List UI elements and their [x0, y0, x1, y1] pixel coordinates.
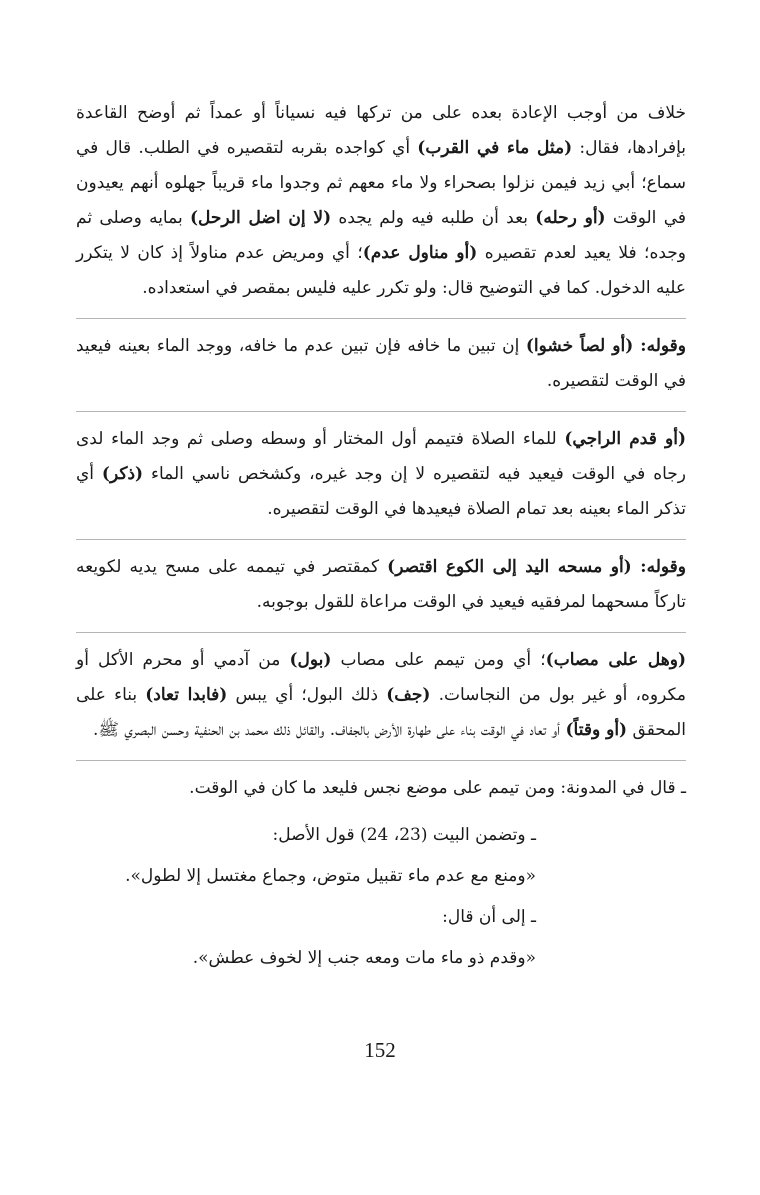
- text-segment: كمقتصر في تيممه على مسح يديه لكويعه تاركاً مسحهما لمرفقيه فيعيد في الوقت مراعاة للقول بوجوبه.: [76, 557, 686, 612]
- text-segment: ؛ أي ومن تيمم على مصاب: [331, 650, 546, 670]
- text-segment: ذلك البول؛ أي يبس: [227, 685, 387, 705]
- bold-term: (أو لصاً خشوا): [525, 336, 634, 356]
- paragraph-1: [76, 96, 686, 306]
- bold-term: وقوله:: [631, 557, 686, 577]
- divider: [76, 539, 686, 540]
- indented-line: ـ وتضمن البيت (23، 24) قول الأصل:: [272, 825, 536, 845]
- text-segment: للماء الصلاة فتيمم أول المختار أو وسطه وصلى ثم وجد الماء لدى رجاه في الوقت فيعيد فيه لتقصيره لا إن وجد غيره، وكشخص ناسي الماء: [76, 429, 686, 484]
- divider: [76, 411, 686, 412]
- divider: [76, 760, 686, 761]
- text-segment: من آدمي أو محرم الأكل أو مكروه، أو غير بول من النجاسات.: [76, 650, 686, 705]
- text-segment: أي كواجده بقربه لتقصيره في الطلب. قال في سماع؛ أبي زيد فيمن نزلوا بصحراء ولا ماء معهم ثم وجدوا ماء قريباً جهلوه أنهم يعيدون في الوقت: [76, 138, 686, 228]
- text-segment: إن تبين ما خافه فإن تبين عدم ما خافه، ووجد الماء بعينه فيعيد في الوقت لتقصيره.: [76, 336, 686, 391]
- bold-term: (أو قدم الراجي): [564, 429, 686, 449]
- page-number: 152: [364, 1038, 396, 1062]
- divider: [76, 632, 686, 633]
- indented-line: «وقدم ذو ماء مات ومعه جنب إلا لخوف عطش».: [192, 948, 536, 968]
- bold-term: (وهل على مصاب): [545, 650, 687, 670]
- bold-term: (أو مناول عدم): [362, 243, 478, 263]
- text-segment: أي تذكر الماء بعينه بعد تمام الصلاة فيعيدها في الوقت لتقصيره.: [76, 464, 686, 519]
- text-segment: خلاف من أوجب الإعادة بعده على من تركها فيه نسياناً أو عمداً ثم أوضح القاعدة بإفرادها، فقال:: [76, 103, 686, 158]
- text-segment: بناء على المحقق: [76, 685, 686, 740]
- bold-term: (لا إن اضل الرحل): [189, 208, 332, 228]
- text-segment: بعد أن طلبه فيه ولم يجده: [331, 208, 536, 228]
- text-segment: ؛ أي ومريض عدم مناولاً إذ كان لا يتكرر عليه الدخول. كما في التوضيح قال: ولو تكرر عليه فليس بمقصر في استعداده.: [76, 243, 686, 298]
- indented-line: «ومنع مع عدم ماء تقبيل متوض، وجماع مغتسل إلا لطول».: [125, 866, 536, 886]
- paragraph-5: [76, 643, 686, 748]
- paragraph-3: [76, 422, 686, 527]
- bold-term: (أو مسحه اليد إلى الكوع اقتصر): [387, 557, 632, 577]
- bold-term: (أو وقتاً): [565, 720, 628, 740]
- bold-term: وقوله:: [633, 336, 686, 356]
- paragraph-2: [76, 329, 686, 399]
- indented-line: ـ إلى أن قال:: [442, 907, 536, 927]
- note-paragraph: ـ قال في المدونة: ومن تيمم على موضع نجس فليعد ما كان في الوقت.: [189, 778, 686, 798]
- text-segment: أو تعاد في الوقت بناء على طهارة الأرض بالجفاف. والقائل ذلك محمد بن الحنفية وحسن البصري ﷺ.: [92, 720, 566, 740]
- paragraph-4: [76, 550, 686, 620]
- bold-term: (جف): [386, 685, 431, 705]
- bold-term: (فابدا تعاد): [145, 685, 228, 705]
- bold-term: (أو رحله): [535, 208, 606, 228]
- bold-term: (ذكر): [101, 464, 144, 484]
- divider: [76, 318, 686, 319]
- bold-term: (مثل ماء في القرب): [417, 138, 573, 158]
- text-segment: بمايه وصلى ثم وجده؛ فلا يعيد لعدم تقصيره: [76, 208, 686, 263]
- page-body: [76, 96, 686, 982]
- bold-term: (بول): [289, 650, 332, 670]
